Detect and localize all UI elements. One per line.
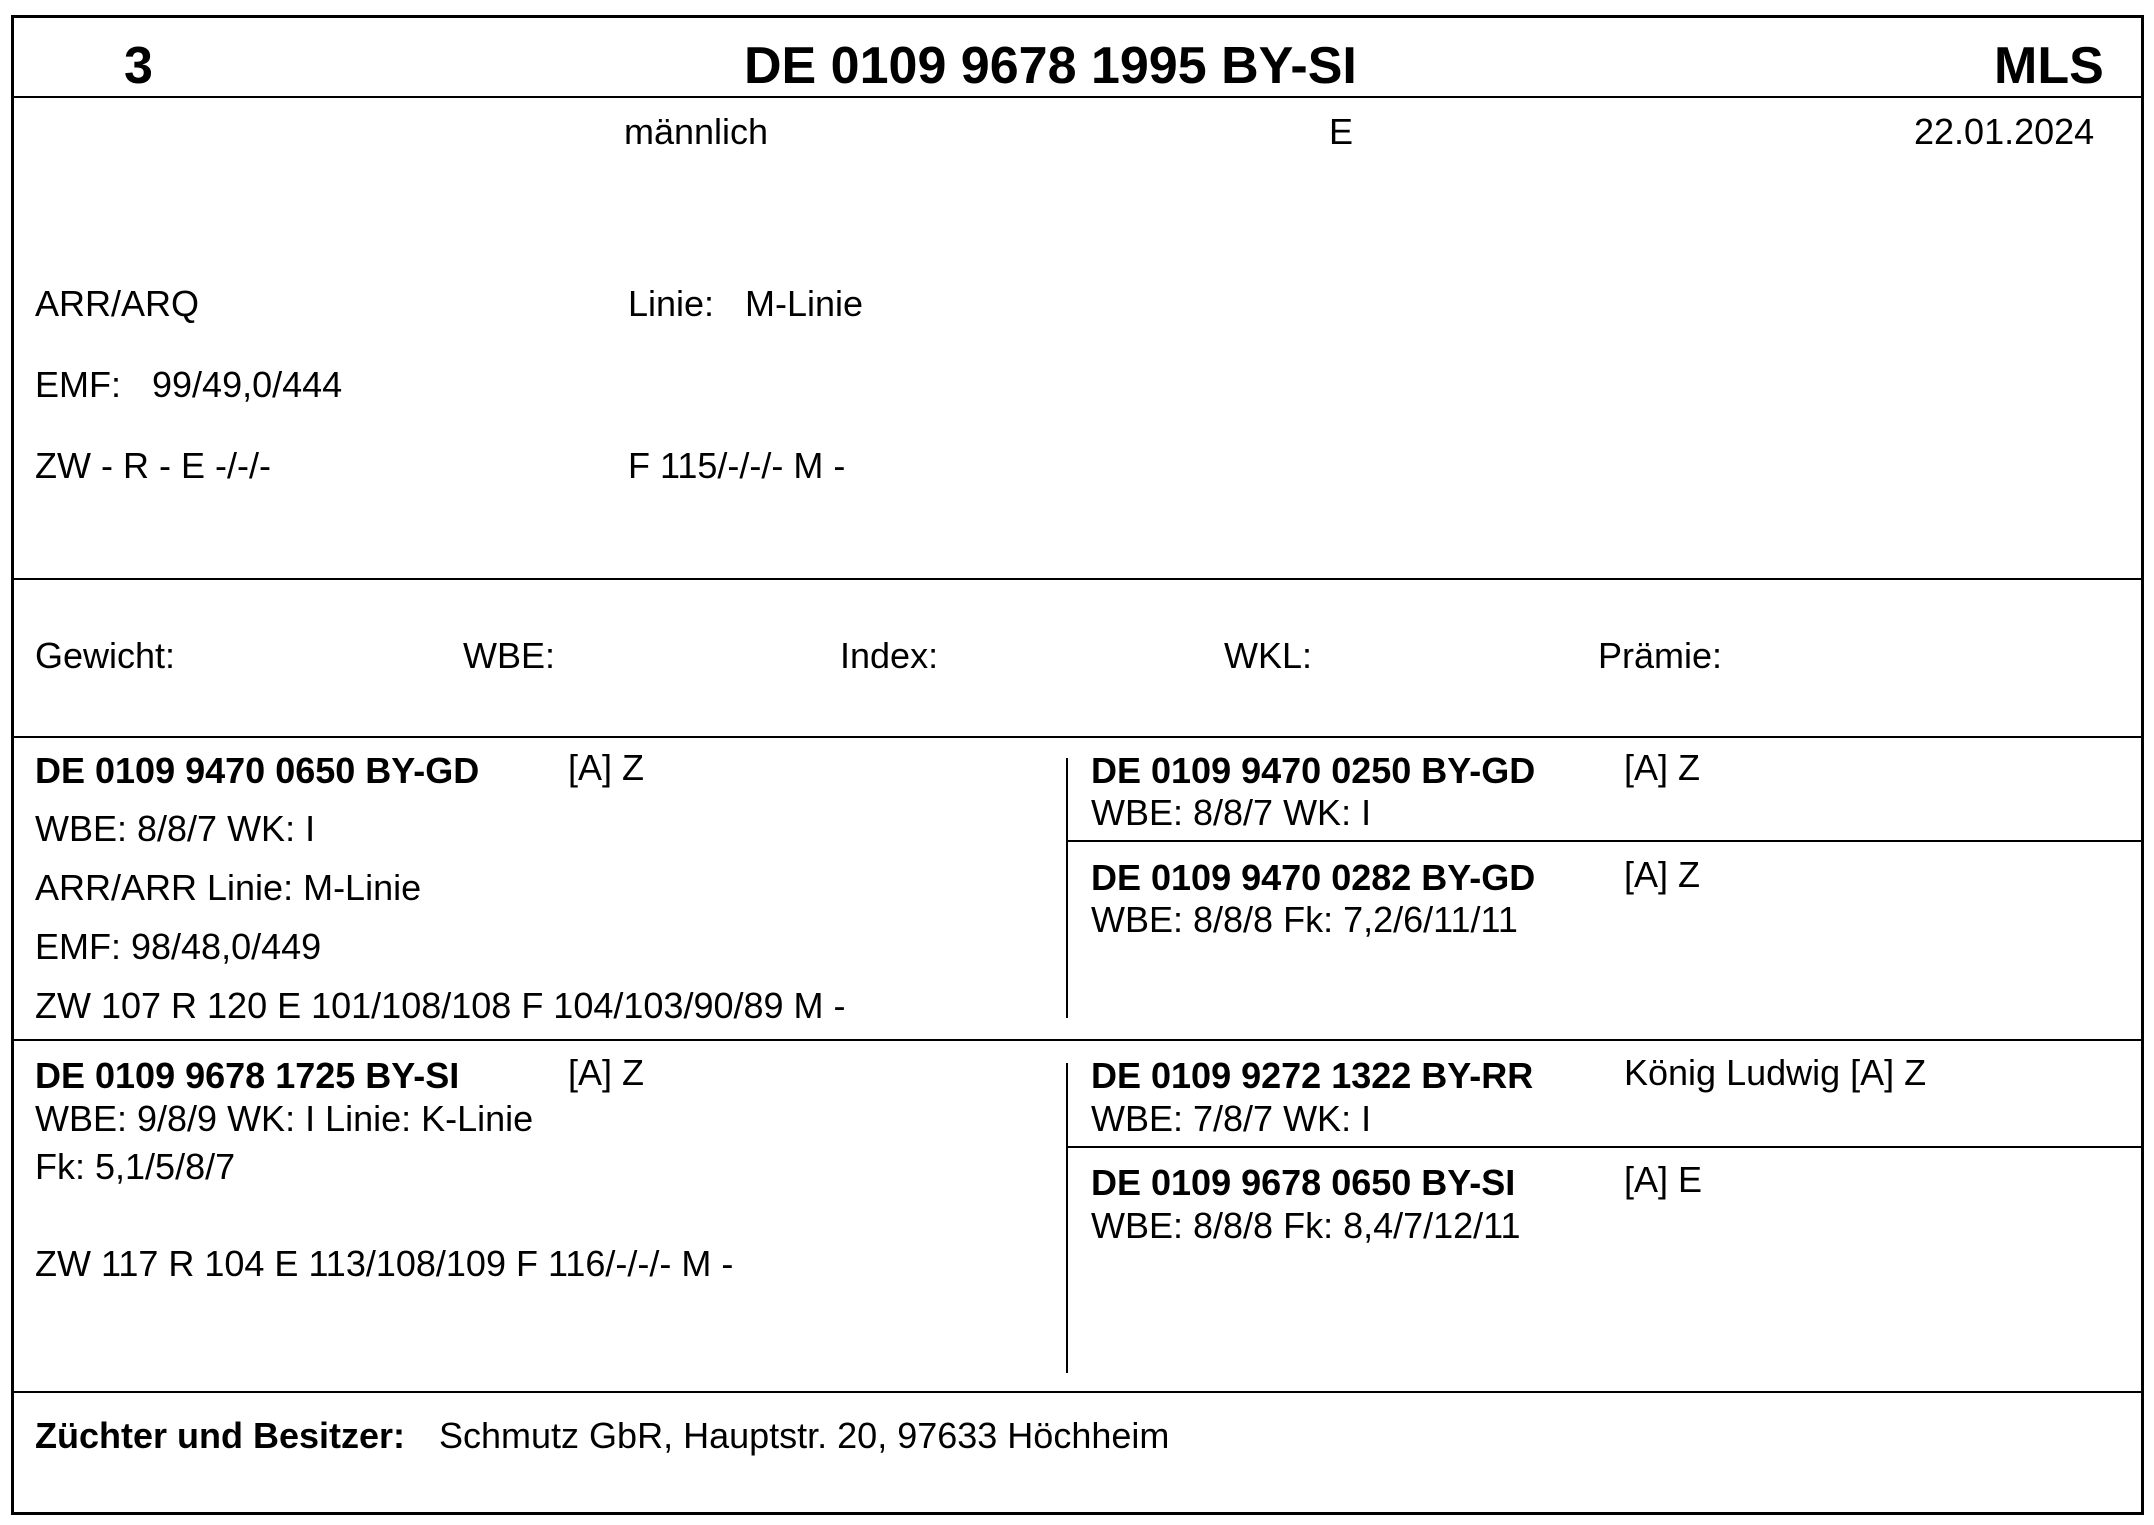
f-values: F 115/-/-/- M - <box>628 445 846 486</box>
emf-label: EMF: <box>35 364 121 405</box>
dam-vertical-divider <box>1066 1063 1068 1373</box>
grade: E <box>1329 111 1354 152</box>
bonus-label: Prämie: <box>1598 635 1723 676</box>
wkl-label: WKL: <box>1224 635 1313 676</box>
dam-grandparents-divider <box>1066 1146 2141 1148</box>
line-label: Linie: <box>628 283 715 324</box>
dam-dam-wbe: WBE: 8/8/8 Fk: 8,4/7/12/11 <box>1091 1205 1521 1246</box>
genetics-divider <box>14 578 2141 580</box>
sire-id: DE 0109 9470 0650 BY-GD <box>35 750 480 791</box>
sire-wbe: WBE: 8/8/7 WK: I <box>35 808 316 849</box>
sex: männlich <box>624 111 769 152</box>
dam-wbe: WBE: 9/8/9 WK: I Linie: K-Linie <box>35 1098 534 1139</box>
dam-tag: [A] Z <box>568 1052 645 1093</box>
weight-label: Gewicht: <box>35 635 176 676</box>
date: 22.01.2024 <box>1914 111 2095 152</box>
sire-arr: ARR/ARR Linie: M-Linie <box>35 867 422 908</box>
arr-genotype: ARR/ARQ <box>35 283 200 324</box>
dam-zw: ZW 117 R 104 E 113/108/109 F 116/-/-/- M - <box>35 1243 734 1284</box>
wbe-label: WBE: <box>463 635 556 676</box>
breed-code: MLS <box>1994 37 2104 95</box>
breeder-owner-value: Schmutz GbR, Hauptstr. 20, 97633 Höchheim <box>439 1415 1170 1456</box>
sire-sire-tag: [A] Z <box>1624 747 1701 788</box>
dam-sire-wbe: WBE: 7/8/7 WK: I <box>1091 1098 1372 1139</box>
header-divider <box>14 96 2141 98</box>
lot-number: 3 <box>124 37 153 95</box>
dam-sire-id: DE 0109 9272 1322 BY-RR <box>1091 1055 1534 1096</box>
animal-card <box>11 15 2144 1515</box>
emf-value: 99/49,0/444 <box>152 364 343 405</box>
line-value: M-Linie <box>745 283 864 324</box>
sire-dam-wbe: WBE: 8/8/8 Fk: 7,2/6/11/11 <box>1091 899 1518 940</box>
animal-id: DE 0109 9678 1995 BY-SI <box>744 37 1357 95</box>
dam-dam-tag: [A] E <box>1624 1159 1703 1200</box>
sire-vertical-divider <box>1066 758 1068 1018</box>
footer-divider <box>14 1391 2141 1393</box>
sire-emf: EMF: 98/48,0/449 <box>35 926 322 967</box>
sire-dam-id: DE 0109 9470 0282 BY-GD <box>1091 857 1536 898</box>
sire-section-divider <box>14 1039 2141 1041</box>
sire-grandparents-divider <box>1066 840 2141 842</box>
dam-fk: Fk: 5,1/5/8/7 <box>35 1146 236 1187</box>
sire-zw: ZW 107 R 120 E 101/108/108 F 104/103/90/89 M - <box>35 985 846 1026</box>
dam-dam-id: DE 0109 9678 0650 BY-SI <box>1091 1162 1516 1203</box>
evaluation-divider <box>14 736 2141 738</box>
sire-sire-wbe: WBE: 8/8/7 WK: I <box>1091 792 1372 833</box>
dam-id: DE 0109 9678 1725 BY-SI <box>35 1055 460 1096</box>
dam-sire-tag: König Ludwig [A] Z <box>1624 1052 1927 1093</box>
sire-tag: [A] Z <box>568 747 645 788</box>
sire-dam-tag: [A] Z <box>1624 854 1701 895</box>
breeder-owner-label: Züchter und Besitzer: <box>35 1415 406 1456</box>
index-label: Index: <box>840 635 939 676</box>
breeding-values: ZW - R - E -/-/- <box>35 445 271 486</box>
sire-sire-id: DE 0109 9470 0250 BY-GD <box>1091 750 1536 791</box>
